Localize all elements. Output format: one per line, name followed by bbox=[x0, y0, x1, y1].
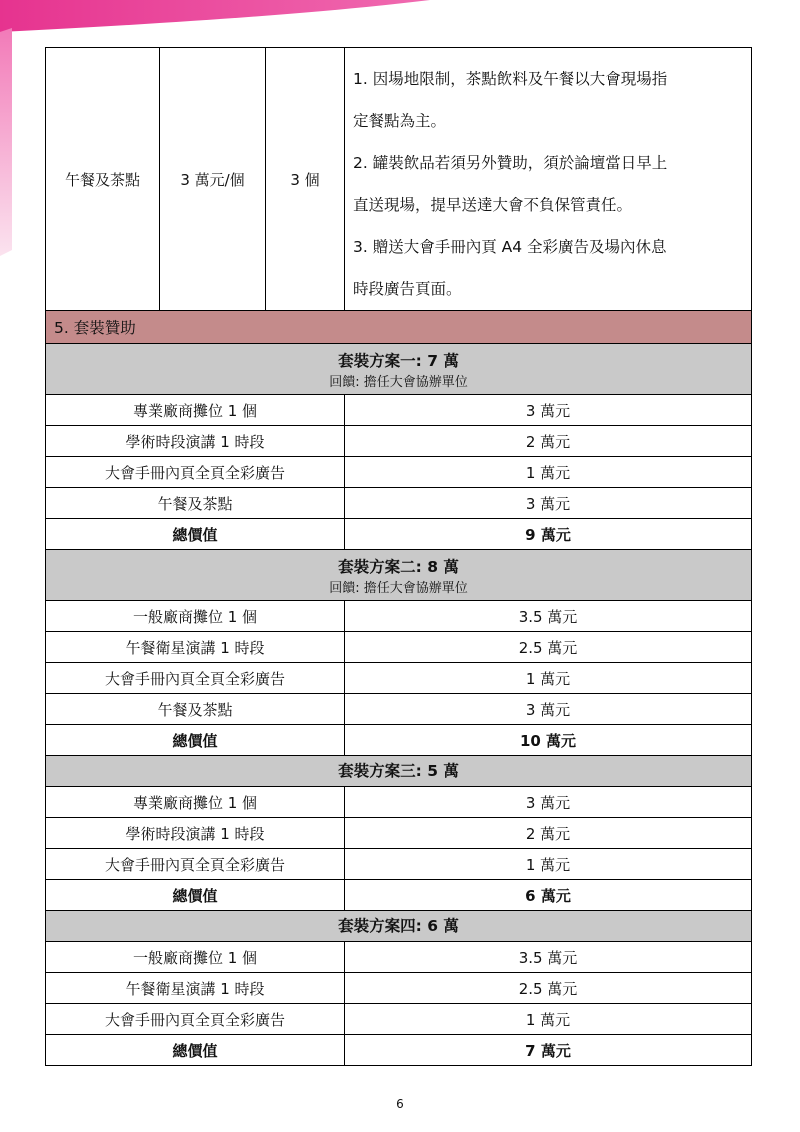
total-label: 總價值 bbox=[46, 1035, 345, 1066]
item-value: 3 萬元 bbox=[345, 395, 752, 426]
item-name: 大會手冊內頁全頁全彩廣告 bbox=[46, 663, 345, 694]
package-item-row bbox=[46, 1004, 752, 1035]
item-value: 2.5 萬元 bbox=[345, 973, 752, 1004]
item-value: 1 萬元 bbox=[345, 663, 752, 694]
item-name: 午餐及茶點 bbox=[46, 488, 345, 519]
package-header bbox=[46, 756, 752, 787]
package-title: 套裝方案四: 6 萬 bbox=[338, 917, 459, 935]
package-header bbox=[46, 550, 752, 601]
item-value: 3.5 萬元 bbox=[345, 601, 752, 632]
total-value: 7 萬元 bbox=[345, 1035, 752, 1066]
package-item-row bbox=[46, 395, 752, 426]
package-reward: 回饋: 擔任大會協辦單位 bbox=[329, 375, 468, 390]
total-value: 9 萬元 bbox=[345, 519, 752, 550]
item-value: 3 萬元 bbox=[345, 488, 752, 519]
note-line: 直送現場，提早送達大會不負保管責任。 bbox=[353, 196, 633, 214]
notes-cell bbox=[345, 48, 752, 311]
package-reward: 回饋: 擔任大會協辦單位 bbox=[329, 581, 468, 596]
total-label: 總價值 bbox=[46, 519, 345, 550]
package-header-row bbox=[46, 756, 752, 787]
note-line: 1. 因場地限制，茶點飲料及午餐以大會現場指 bbox=[353, 70, 668, 88]
package-item-row bbox=[46, 694, 752, 725]
package-header-row bbox=[46, 911, 752, 942]
lunch-tea-row bbox=[46, 48, 752, 311]
item-name: 午餐及茶點 bbox=[46, 694, 345, 725]
note-line: 3. 贈送大會手冊內頁 A4 全彩廣告及場內休息 bbox=[353, 238, 667, 256]
item-value: 3 萬元 bbox=[345, 787, 752, 818]
item-name: 專業廠商攤位 1 個 bbox=[46, 395, 345, 426]
package-header bbox=[46, 344, 752, 395]
item-name: 一般廠商攤位 1 個 bbox=[46, 942, 345, 973]
package-item-row bbox=[46, 632, 752, 663]
total-label: 總價值 bbox=[46, 880, 345, 911]
item-name: 大會手冊內頁全頁全彩廣告 bbox=[46, 457, 345, 488]
item-value: 1 萬元 bbox=[345, 457, 752, 488]
note-line: 時段廣告頁面。 bbox=[353, 280, 462, 298]
item-name: 學術時段演講 1 時段 bbox=[46, 426, 345, 457]
total-value: 6 萬元 bbox=[345, 880, 752, 911]
item-name: 大會手冊內頁全頁全彩廣告 bbox=[46, 849, 345, 880]
quota-cell: 3 個 bbox=[266, 48, 345, 311]
package-item-row bbox=[46, 973, 752, 1004]
item-name: 午餐衛星演講 1 時段 bbox=[46, 632, 345, 663]
package-header-row bbox=[46, 550, 752, 601]
sponsorship-document bbox=[45, 47, 751, 1066]
package-header bbox=[46, 911, 752, 942]
package-title: 套裝方案一: 7 萬 bbox=[338, 352, 459, 370]
item-name: 大會手冊內頁全頁全彩廣告 bbox=[46, 1004, 345, 1035]
package-item-row bbox=[46, 818, 752, 849]
item-value: 1 萬元 bbox=[345, 1004, 752, 1035]
package-total-row bbox=[46, 519, 752, 550]
package-title: 套裝方案三: 5 萬 bbox=[338, 762, 459, 780]
sponsorship-table bbox=[45, 47, 752, 1066]
item-value: 3 萬元 bbox=[345, 694, 752, 725]
price-cell: 3 萬元/個 bbox=[160, 48, 266, 311]
item-name: 午餐衛星演講 1 時段 bbox=[46, 973, 345, 1004]
package-total-row bbox=[46, 1035, 752, 1066]
item-name: 一般廠商攤位 1 個 bbox=[46, 601, 345, 632]
item-value: 2.5 萬元 bbox=[345, 632, 752, 663]
package-item-row bbox=[46, 849, 752, 880]
package-item-row bbox=[46, 601, 752, 632]
package-title: 套裝方案二: 8 萬 bbox=[338, 558, 459, 576]
package-item-row bbox=[46, 457, 752, 488]
item-name: 學術時段演講 1 時段 bbox=[46, 818, 345, 849]
item-value: 3.5 萬元 bbox=[345, 942, 752, 973]
item-name-cell: 午餐及茶點 bbox=[46, 48, 160, 311]
page-number: 6 bbox=[396, 1097, 404, 1111]
note-line: 定餐點為主。 bbox=[353, 112, 447, 130]
item-name: 專業廠商攤位 1 個 bbox=[46, 787, 345, 818]
item-value: 2 萬元 bbox=[345, 818, 752, 849]
package-item-row bbox=[46, 426, 752, 457]
package-total-row bbox=[46, 725, 752, 756]
package-item-row bbox=[46, 488, 752, 519]
note-line: 2. 罐裝飲品若須另外贊助，須於論壇當日早上 bbox=[353, 154, 668, 172]
total-value: 10 萬元 bbox=[345, 725, 752, 756]
item-value: 2 萬元 bbox=[345, 426, 752, 457]
package-header-row bbox=[46, 344, 752, 395]
item-value: 1 萬元 bbox=[345, 849, 752, 880]
package-item-row bbox=[46, 787, 752, 818]
package-total-row bbox=[46, 880, 752, 911]
total-label: 總價值 bbox=[46, 725, 345, 756]
section-title: 5. 套裝贊助 bbox=[46, 311, 752, 344]
package-item-row bbox=[46, 663, 752, 694]
package-item-row bbox=[46, 942, 752, 973]
section-header-row bbox=[46, 311, 752, 344]
